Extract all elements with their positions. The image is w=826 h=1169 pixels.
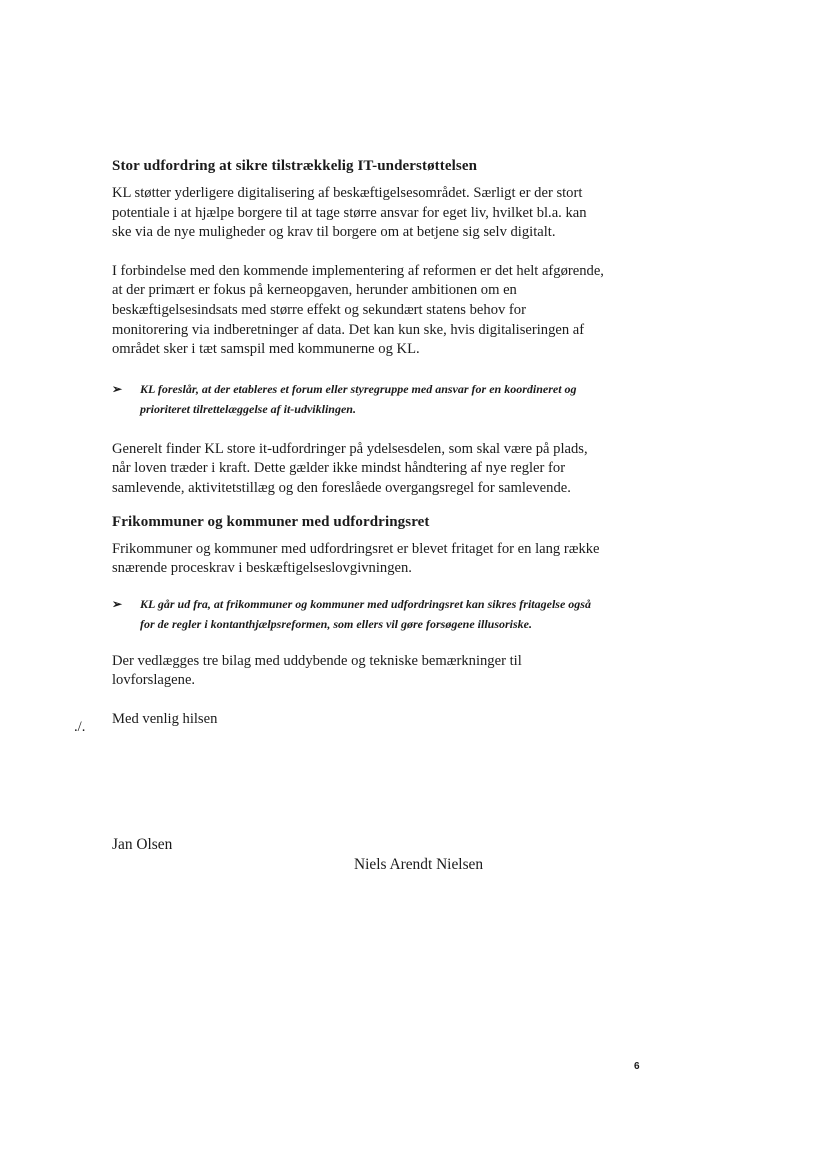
paragraph-digitalisation: KL støtter yderligere digitalisering af beskæftigelsesområdet. Særligt er der stort potentiale i at hjælpe borgere til at tage større ansvar for eget liv, hvilket bl.a. kan ske via de nye muligheder og krav til borgere om at betjene sig selv digitalt. <box>112 185 587 241</box>
paragraph-attachments: Der vedlægges tre bilag med uddybende og tekniske bemærkninger til lovforslagene. <box>112 652 522 689</box>
attachment-mark: ./. <box>74 719 86 735</box>
page-number: 6 <box>634 1061 640 1072</box>
signature-jan-olsen: Jan Olsen <box>112 836 173 853</box>
section-heading-frikommuner: Frikommuner og kommuner med udfordringsret <box>112 513 430 530</box>
section-heading-it: Stor udfordring at sikre tilstrækkelig IT-understøttelsen <box>112 158 478 174</box>
bullet-frikommuner <box>112 594 604 634</box>
bullet-arrow-icon: ➢ <box>112 596 123 611</box>
paragraph-it-challenges: Generelt finder KL store it-udfordringer på ydelsesdelen, som skal være på plads, når loven træder i kraft. Dette gælder ikke mindst håndtering af nye regler for samlevende, aktivitetstillæg og den foreslåede overgangsregel for samlevende. <box>112 440 588 496</box>
letter-body <box>112 156 604 749</box>
bullet-text: KL foreslår, at der etableres et forum eller styregruppe med ansvar for en koordineret og prioriteret tilrettelæggelse af it-udviklingen. <box>140 381 577 416</box>
bullet-text: KL går ud fra, at frikommuner og kommuner med udfordringsret kan sikres fritagelse også for de regler i kontanthjælpsreformen, som ellers vil gøre forsøgene illusoriske. <box>140 596 591 631</box>
paragraph-implementation: I forbindelse med den kommende implementering af reformen er det helt afgørende, at der primært er fokus på kerneopgaven, herunder ambitionen om en beskæftigelsesindsats med større effekt og sekundært statens behov for monitorering via indberetninger af data. Det kan kun ske, hvis digitaliseringen af området sker i tæt samspil med kommunerne og KL. <box>112 262 604 358</box>
closing-greeting: Med venlig hilsen <box>112 710 218 727</box>
signature-niels-arendt-nielsen: Niels Arendt Nielsen <box>354 856 484 873</box>
paragraph-frikommuner: Frikommuner og kommuner med udfordringsret er blevet fritaget for en lang række snærende proceskrav i beskæftigelseslovgivningen. <box>112 540 600 577</box>
bullet-arrow-icon: ➢ <box>112 381 123 396</box>
bullet-it-forum <box>112 379 604 419</box>
